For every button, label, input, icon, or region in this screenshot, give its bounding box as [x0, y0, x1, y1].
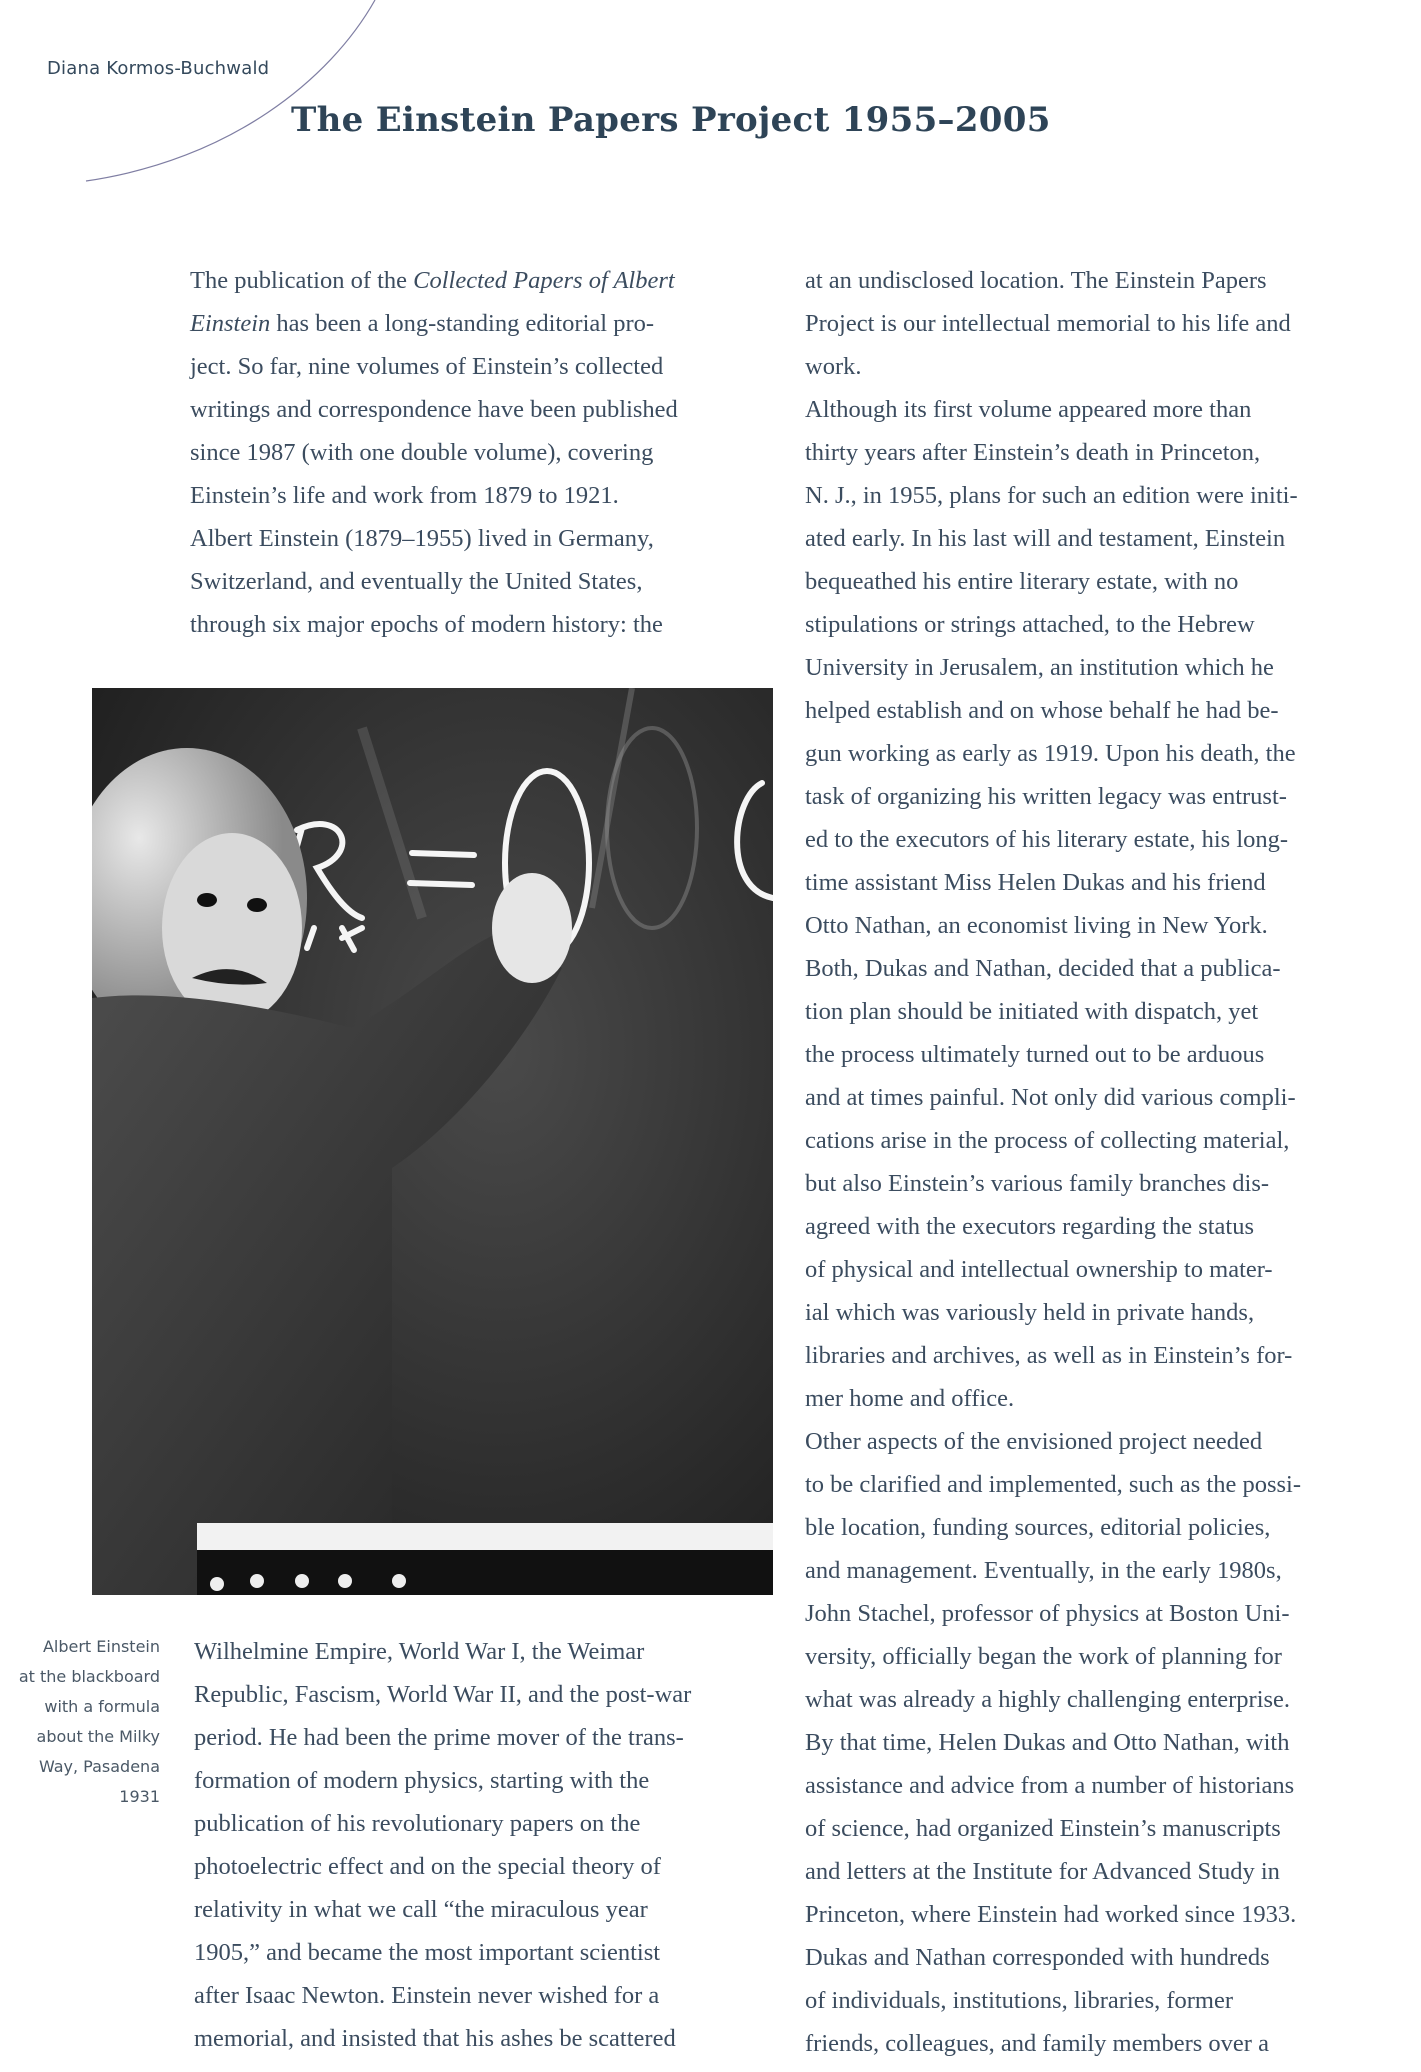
text-line: and letters at the Institute for Advanced Study in [805, 1858, 1280, 1885]
text-line: Albert Einstein (1879–1955) lived in Germany, [190, 525, 654, 552]
text-line: Project is our intellectual memorial to his life and [805, 310, 1291, 337]
text-line: through six major epochs of modern history: the [190, 611, 663, 638]
text-line: ject. So far, nine volumes of Einstein’s collected [190, 353, 664, 380]
text-line: N. J., in 1955, plans for such an edition were initi- [805, 482, 1298, 509]
text-line: but also Einstein’s various family branches dis- [805, 1170, 1270, 1197]
text-line: friends, colleagues, and family members over a [805, 2030, 1269, 2057]
text-line: Einstein’s life and work from 1879 to 1921. [190, 482, 619, 509]
text-line: ed to the executors of his literary estate, his long- [805, 826, 1289, 853]
caption-line: at the blackboard [18, 1667, 160, 1686]
text-line: formation of modern physics, starting with the [194, 1767, 650, 1794]
photo-illustration [92, 688, 773, 1595]
text-line: memorial, and insisted that his ashes be scattered [194, 2025, 676, 2052]
text-line: gun working as early as 1919. Upon his death, the [805, 740, 1296, 767]
text-line: agreed with the executors regarding the status [805, 1213, 1255, 1240]
text-line: ated early. In his last will and testament, Einstein [805, 525, 1286, 552]
body-column-left-top [190, 259, 760, 646]
text-line: Although its first volume appeared more than [805, 396, 1252, 423]
text-line: assistance and advice from a number of historians [805, 1772, 1295, 1799]
text-line: helped establish and on whose behalf he had be- [805, 697, 1279, 724]
author-name: Diana Kormos-Buchwald [47, 58, 270, 79]
text-line: work. [805, 353, 862, 380]
text-line: stipulations or strings attached, to the Hebrew [805, 611, 1255, 638]
text-line: Other aspects of the envisioned project needed [805, 1428, 1263, 1455]
book-title: Collected Papers of Albert [413, 267, 675, 294]
text-line: period. He had been the prime mover of the trans- [194, 1724, 684, 1751]
text-line: cations arise in the process of collecting material, [805, 1127, 1290, 1154]
text-line: libraries and archives, as well as in Einstein’s for- [805, 1342, 1293, 1369]
text-line: photoelectric effect and on the special theory of [194, 1853, 661, 1880]
text-line: task of organizing his written legacy was entrust- [805, 783, 1287, 810]
text-line: what was already a highly challenging enterprise. [805, 1686, 1291, 1713]
body-column-left-bottom [194, 1630, 774, 2060]
caption-line: with a formula [44, 1697, 160, 1716]
text-line: writings and correspondence have been published [190, 396, 678, 423]
caption-line: Albert Einstein [42, 1637, 160, 1656]
text-line: of individuals, institutions, libraries, former [805, 1987, 1234, 2014]
book-title: Einstein [190, 310, 271, 337]
photo-caption [10, 1632, 160, 1812]
text-line: of science, had organized Einstein’s manuscripts [805, 1815, 1281, 1842]
text-line: Wilhelmine Empire, World War I, the Weimar [194, 1638, 645, 1665]
text-line: University in Jerusalem, an institution which he [805, 654, 1274, 681]
text-line: mer home and office. [805, 1385, 1015, 1412]
text-line: Both, Dukas and Nathan, decided that a publica- [805, 955, 1281, 982]
text-line: time assistant Miss Helen Dukas and his friend [805, 869, 1266, 896]
caption-line: Way, Pasadena [38, 1757, 160, 1776]
text-line: of physical and intellectual ownership to mater- [805, 1256, 1273, 1283]
text-line: versity, officially began the work of planning for [805, 1643, 1282, 1670]
body-column-right [805, 259, 1395, 2065]
text-line: Einstein has been a long-standing editorial pro- [190, 310, 655, 337]
einstein-photo [92, 688, 773, 1595]
text-line: Switzerland, and eventually the United States, [190, 568, 643, 595]
text-line: By that time, Helen Dukas and Otto Nathan, with [805, 1729, 1290, 1756]
text-line: Otto Nathan, an economist living in New York. [805, 912, 1268, 939]
text-line: thirty years after Einstein’s death in Princeton, [805, 439, 1261, 466]
text-line: Princeton, where Einstein had worked since 1933. [805, 1901, 1297, 1928]
text-line: ble location, funding sources, editorial policies, [805, 1514, 1271, 1541]
text-line: to be clarified and implemented, such as the possi- [805, 1471, 1301, 1498]
text-line: tion plan should be initiated with dispatch, yet [805, 998, 1259, 1025]
text-line: and at times painful. Not only did various compli- [805, 1084, 1296, 1111]
article-title: The Einstein Papers Project 1955–2005 [291, 100, 1051, 140]
caption-line: about the Milky [36, 1727, 160, 1746]
text-line: 1905,” and became the most important scientist [194, 1939, 661, 1966]
text-line: bequeathed his entire literary estate, with no [805, 568, 1239, 595]
text-line: and management. Eventually, in the early 1980s, [805, 1557, 1282, 1584]
text-line: publication of his revolutionary papers on the [194, 1810, 641, 1837]
text-line: relativity in what we call “the miraculous year [194, 1896, 648, 1923]
text-line: at an undisclosed location. The Einstein Papers [805, 267, 1267, 294]
text-line: John Stachel, professor of physics at Boston Uni- [805, 1600, 1290, 1627]
text-line: since 1987 (with one double volume), covering [190, 439, 654, 466]
text-line: ial which was variously held in private hands, [805, 1299, 1255, 1326]
text-line: The publication of the Collected Papers of Albert [190, 267, 675, 294]
text-line: the process ultimately turned out to be arduous [805, 1041, 1265, 1068]
text-line: Dukas and Nathan corresponded with hundreds [805, 1944, 1270, 1971]
text-line: Republic, Fascism, World War II, and the post-war [194, 1681, 692, 1708]
text-line: after Isaac Newton. Einstein never wished for a [194, 1982, 660, 2009]
caption-line: 1931 [119, 1787, 160, 1806]
